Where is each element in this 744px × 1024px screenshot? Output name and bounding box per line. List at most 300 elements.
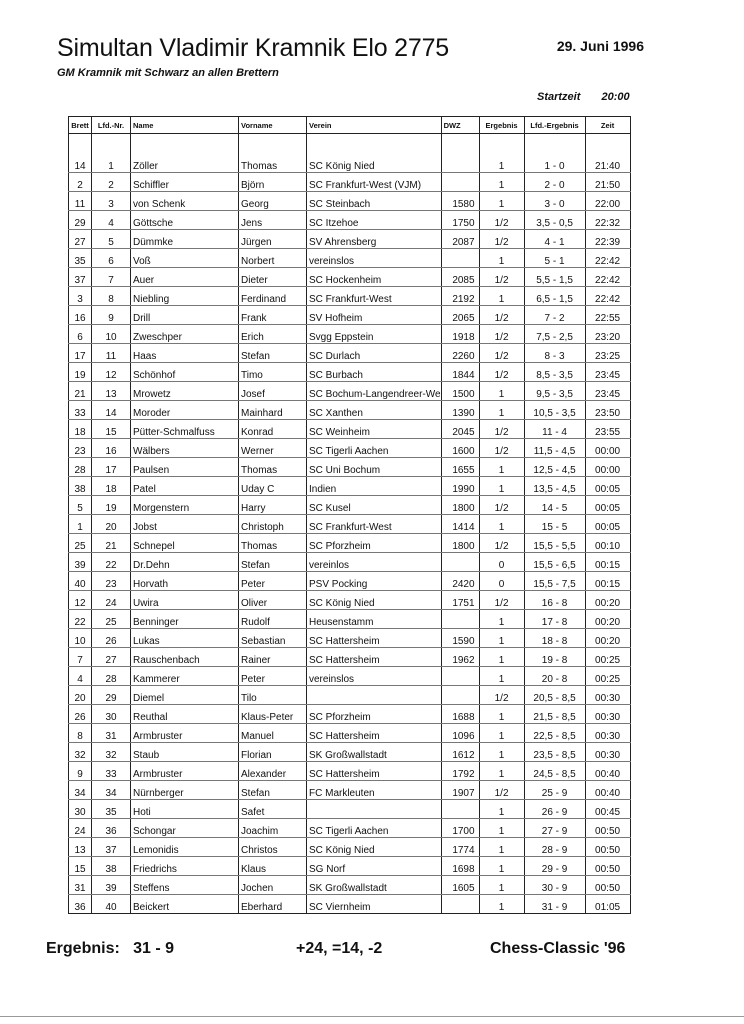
date: 29. Juni 1996: [556, 38, 644, 54]
table-cell: 1/2: [479, 420, 524, 439]
table-cell: 2: [69, 173, 92, 192]
table-cell: SC König Nied: [307, 591, 442, 610]
table-cell: Jochen: [239, 876, 307, 895]
table-cell: 1: [479, 610, 524, 629]
table-cell: 2420: [441, 572, 479, 591]
table-cell: 10: [92, 325, 131, 344]
table-cell: 21:40: [585, 154, 630, 173]
table-cell: 27: [69, 230, 92, 249]
column-header: Zeit: [585, 117, 630, 134]
table-cell: 19: [69, 363, 92, 382]
table-cell: 14 - 5: [524, 496, 585, 515]
table-cell: 15 - 5: [524, 515, 585, 534]
table-cell: 6: [92, 249, 131, 268]
table-cell: 36: [69, 895, 92, 914]
table-cell: Diemel: [131, 686, 239, 705]
table-cell: 1/2: [479, 325, 524, 344]
table-cell: 29: [69, 211, 92, 230]
table-cell: 7: [69, 648, 92, 667]
table-cell: 23:55: [585, 420, 630, 439]
table-cell: 1/2: [479, 781, 524, 800]
table-cell: Lemonidis: [131, 838, 239, 857]
table-cell: Voß: [131, 249, 239, 268]
table-row: [69, 344, 631, 363]
table-cell: 2045: [441, 420, 479, 439]
table-cell: 15,5 - 6,5: [524, 553, 585, 572]
table-cell: Georg: [239, 192, 307, 211]
page-divider: [0, 1016, 744, 1017]
table-cell: Dieter: [239, 268, 307, 287]
table-cell: 00:50: [585, 819, 630, 838]
table-cell: 1918: [441, 325, 479, 344]
table-cell: 23:50: [585, 401, 630, 420]
table-cell: 25: [92, 610, 131, 629]
table-row: [69, 762, 631, 781]
table-cell: 39: [69, 553, 92, 572]
table-cell: Schongar: [131, 819, 239, 838]
table-cell: 1: [479, 192, 524, 211]
table-cell: 22:00: [585, 192, 630, 211]
table-cell: 0: [479, 553, 524, 572]
table-cell: 22:42: [585, 287, 630, 306]
table-cell: 34: [69, 781, 92, 800]
table-cell: 28 - 9: [524, 838, 585, 857]
table-cell: 00:05: [585, 477, 630, 496]
table-row: [69, 895, 631, 914]
table-cell: 16: [92, 439, 131, 458]
table-cell: 30: [92, 705, 131, 724]
table-cell: vereinslos: [307, 667, 442, 686]
table-cell: 30 - 9: [524, 876, 585, 895]
table-cell: 20 - 8: [524, 667, 585, 686]
table-cell: 22:42: [585, 249, 630, 268]
table-cell: 3: [69, 287, 92, 306]
table-cell: 22:55: [585, 306, 630, 325]
table-cell: 1800: [441, 496, 479, 515]
table-cell: 1751: [441, 591, 479, 610]
table-cell: Wälbers: [131, 439, 239, 458]
table-cell: 37: [69, 268, 92, 287]
table-cell: 18: [92, 477, 131, 496]
table-cell: Rauschenbach: [131, 648, 239, 667]
table-cell: SV Hofheim: [307, 306, 442, 325]
table-cell: Tilo: [239, 686, 307, 705]
table-cell: Klaus-Peter: [239, 705, 307, 724]
table-row: [69, 515, 631, 534]
table-cell: 1 - 0: [524, 154, 585, 173]
table-cell: 1792: [441, 762, 479, 781]
table-cell: [441, 553, 479, 572]
table-body: [69, 134, 631, 914]
table-cell: 19: [92, 496, 131, 515]
table-cell: 31 - 9: [524, 895, 585, 914]
event-name: Chess-Classic '96: [490, 940, 626, 957]
table-cell: Nürnberger: [131, 781, 239, 800]
table-cell: Uwira: [131, 591, 239, 610]
table-cell: 12: [92, 363, 131, 382]
table-cell: Dümmke: [131, 230, 239, 249]
table-cell: 1: [479, 173, 524, 192]
table-cell: 1: [479, 249, 524, 268]
table-cell: 00:00: [585, 439, 630, 458]
table-cell: Morgenstern: [131, 496, 239, 515]
table-cell: Peter: [239, 572, 307, 591]
table-cell: 5: [92, 230, 131, 249]
table-cell: 1500: [441, 382, 479, 401]
table-row: [69, 686, 631, 705]
table-cell: Norbert: [239, 249, 307, 268]
table-cell: 28: [92, 667, 131, 686]
table-row: [69, 838, 631, 857]
table-cell: Steffens: [131, 876, 239, 895]
table-cell: SC König Nied: [307, 154, 442, 173]
table-cell: vereinlos: [307, 553, 442, 572]
table-cell: Mainhard: [239, 401, 307, 420]
table-cell: 2 - 0: [524, 173, 585, 192]
table-cell: 00:20: [585, 591, 630, 610]
table-cell: 18: [69, 420, 92, 439]
table-cell: 9: [92, 306, 131, 325]
table-cell: SC Frankfurt-West (VJM): [307, 173, 442, 192]
table-cell: Schönhof: [131, 363, 239, 382]
table-cell: Safet: [239, 800, 307, 819]
table-cell: 2260: [441, 344, 479, 363]
table-cell: 12,5 - 4,5: [524, 458, 585, 477]
table-cell: 1: [479, 857, 524, 876]
table-row: [69, 287, 631, 306]
table-cell: SC Uni Bochum: [307, 458, 442, 477]
table-cell: Sebastian: [239, 629, 307, 648]
table-cell: Frank: [239, 306, 307, 325]
table-cell: 22:32: [585, 211, 630, 230]
table-cell: 8: [69, 724, 92, 743]
table-cell: 1800: [441, 534, 479, 553]
table-cell: 00:40: [585, 781, 630, 800]
column-header: Brett: [69, 117, 92, 134]
table-cell: 1: [479, 667, 524, 686]
start-time: [537, 91, 630, 103]
table-cell: 01:05: [585, 895, 630, 914]
table-cell: [441, 249, 479, 268]
table-row: [69, 629, 631, 648]
table-cell: SC Hattersheim: [307, 762, 442, 781]
table-cell: 8 - 3: [524, 344, 585, 363]
table-cell: 24: [92, 591, 131, 610]
table-cell: 10,5 - 3,5: [524, 401, 585, 420]
table-cell: 1/2: [479, 268, 524, 287]
table-cell: 1: [479, 382, 524, 401]
table-cell: 23:25: [585, 344, 630, 363]
table-cell: 30: [69, 800, 92, 819]
table-cell: Reuthal: [131, 705, 239, 724]
table-header-row: [69, 117, 631, 134]
table-cell: 33: [69, 401, 92, 420]
table-cell: 20: [92, 515, 131, 534]
table-row: [69, 648, 631, 667]
table-cell: 1: [69, 515, 92, 534]
table-cell: 8,5 - 3,5: [524, 363, 585, 382]
table-cell: 8: [92, 287, 131, 306]
table-cell: 1: [479, 515, 524, 534]
table-cell: 17 - 8: [524, 610, 585, 629]
table-cell: 34: [92, 781, 131, 800]
table-cell: FC Markleuten: [307, 781, 442, 800]
table-cell: 1/2: [479, 686, 524, 705]
table-cell: 38: [92, 857, 131, 876]
table-cell: Zweschper: [131, 325, 239, 344]
table-cell: Christoph: [239, 515, 307, 534]
table-cell: SC Kusel: [307, 496, 442, 515]
table-cell: 1: [479, 800, 524, 819]
table-cell: 1: [479, 477, 524, 496]
table-cell: 1390: [441, 401, 479, 420]
table-cell: 15,5 - 7,5: [524, 572, 585, 591]
table-cell: 1: [479, 819, 524, 838]
table-row: [69, 534, 631, 553]
table-cell: 3: [92, 192, 131, 211]
table-cell: SV Ahrensberg: [307, 230, 442, 249]
table-cell: Erich: [239, 325, 307, 344]
table-cell: 20: [69, 686, 92, 705]
table-cell: 2065: [441, 306, 479, 325]
table-cell: 1: [479, 401, 524, 420]
table-cell: Björn: [239, 173, 307, 192]
table-cell: 23,5 - 8,5: [524, 743, 585, 762]
table-cell: Thomas: [239, 534, 307, 553]
table-cell: 32: [69, 743, 92, 762]
table-cell: Oliver: [239, 591, 307, 610]
table-cell: 22:39: [585, 230, 630, 249]
table-cell: 14: [69, 154, 92, 173]
table-cell: SC Xanthen: [307, 401, 442, 420]
table-cell: 00:00: [585, 458, 630, 477]
table-cell: Staub: [131, 743, 239, 762]
column-header: Vorname: [239, 117, 307, 134]
table-cell: 27: [92, 648, 131, 667]
table-cell: 2: [92, 173, 131, 192]
table-cell: 15: [69, 857, 92, 876]
table-cell: 1605: [441, 876, 479, 895]
table-cell: Rainer: [239, 648, 307, 667]
table-cell: SC Bochum-Langendreer-We: [307, 382, 442, 401]
table-cell: 4: [92, 211, 131, 230]
table-cell: SC Steinbach: [307, 192, 442, 211]
table-cell: 7: [92, 268, 131, 287]
table-row: [69, 363, 631, 382]
table-cell: Ferdinand: [239, 287, 307, 306]
table-cell: Mrowetz: [131, 382, 239, 401]
table-cell: Hoti: [131, 800, 239, 819]
table-row: [69, 781, 631, 800]
table-cell: 00:10: [585, 534, 630, 553]
table-row: [69, 458, 631, 477]
table-cell: Jürgen: [239, 230, 307, 249]
table-cell: 11,5 - 4,5: [524, 439, 585, 458]
table-cell: 9,5 - 3,5: [524, 382, 585, 401]
table-cell: 24: [69, 819, 92, 838]
table-cell: SC Viernheim: [307, 895, 442, 914]
table-cell: 1907: [441, 781, 479, 800]
table-cell: 20,5 - 8,5: [524, 686, 585, 705]
table-cell: 00:20: [585, 610, 630, 629]
table-cell: Armbruster: [131, 762, 239, 781]
column-header: Lfd.-Nr.: [92, 117, 131, 134]
table-cell: 21: [69, 382, 92, 401]
table-row: [69, 401, 631, 420]
table-cell: Florian: [239, 743, 307, 762]
table-cell: SC Hattersheim: [307, 648, 442, 667]
table-cell: 31: [92, 724, 131, 743]
table-cell: 26: [69, 705, 92, 724]
table-cell: [441, 895, 479, 914]
table-cell: 00:25: [585, 648, 630, 667]
table-cell: 21: [92, 534, 131, 553]
table-cell: SC Tigerli Aachen: [307, 819, 442, 838]
table-cell: 22:42: [585, 268, 630, 287]
table-cell: 1/2: [479, 439, 524, 458]
table-cell: 2087: [441, 230, 479, 249]
table-row: [69, 325, 631, 344]
table-cell: Auer: [131, 268, 239, 287]
table-cell: Manuel: [239, 724, 307, 743]
table-cell: Stefan: [239, 553, 307, 572]
table-cell: 1655: [441, 458, 479, 477]
table-cell: 00:50: [585, 838, 630, 857]
column-header: DWZ: [441, 117, 479, 134]
table-cell: Harry: [239, 496, 307, 515]
table-cell: 16: [69, 306, 92, 325]
table-cell: SC Pforzheim: [307, 534, 442, 553]
table-cell: Kammerer: [131, 667, 239, 686]
table-cell: SK Großwallstadt: [307, 876, 442, 895]
table-cell: SK Großwallstadt: [307, 743, 442, 762]
table-row: [69, 420, 631, 439]
table-cell: 32: [92, 743, 131, 762]
page-title: Simultan Vladimir Kramnik Elo 2775: [57, 34, 449, 62]
table-row: [69, 230, 631, 249]
table-cell: 00:05: [585, 515, 630, 534]
table-cell: 24,5 - 8,5: [524, 762, 585, 781]
table-cell: 11: [92, 344, 131, 363]
table-cell: SC Frankfurt-West: [307, 515, 442, 534]
table-cell: 1: [479, 876, 524, 895]
table-cell: 00:50: [585, 857, 630, 876]
table-cell: 5: [69, 496, 92, 515]
table-cell: 12: [69, 591, 92, 610]
table-cell: Heusenstamm: [307, 610, 442, 629]
table-cell: 1: [479, 154, 524, 173]
table-row: [69, 876, 631, 895]
table-cell: 31: [69, 876, 92, 895]
table-cell: 1962: [441, 648, 479, 667]
table-cell: 1580: [441, 192, 479, 211]
table-cell: 1/2: [479, 211, 524, 230]
table-row: [69, 610, 631, 629]
table-cell: 1096: [441, 724, 479, 743]
table-cell: 1/2: [479, 363, 524, 382]
table-cell: 00:30: [585, 705, 630, 724]
table-cell: 38: [69, 477, 92, 496]
table-cell: 1: [479, 629, 524, 648]
table-cell: 1/2: [479, 344, 524, 363]
table-cell: Joachim: [239, 819, 307, 838]
table-cell: 4 - 1: [524, 230, 585, 249]
table-row: [69, 819, 631, 838]
table-cell: 23: [92, 572, 131, 591]
table-cell: Benninger: [131, 610, 239, 629]
table-cell: Stefan: [239, 344, 307, 363]
table-cell: 18 - 8: [524, 629, 585, 648]
table-row: [69, 382, 631, 401]
table-cell: 11: [69, 192, 92, 211]
table-cell: SC Itzehoe: [307, 211, 442, 230]
table-cell: 1/2: [479, 496, 524, 515]
table-cell: SC Tigerli Aachen: [307, 439, 442, 458]
table-cell: SC Hattersheim: [307, 724, 442, 743]
table-cell: Stefan: [239, 781, 307, 800]
table-cell: 1990: [441, 477, 479, 496]
table-cell: 1: [479, 895, 524, 914]
table-cell: 1: [479, 287, 524, 306]
table-cell: SG Norf: [307, 857, 442, 876]
table-cell: [307, 800, 442, 819]
table-cell: 2192: [441, 287, 479, 306]
table-cell: 1600: [441, 439, 479, 458]
table-cell: 17: [92, 458, 131, 477]
table-row: [69, 192, 631, 211]
table-cell: 29 - 9: [524, 857, 585, 876]
table-cell: Klaus: [239, 857, 307, 876]
table-cell: 1: [479, 762, 524, 781]
table-cell: 1/2: [479, 230, 524, 249]
table-cell: 1/2: [479, 534, 524, 553]
table-cell: 36: [92, 819, 131, 838]
table-cell: 00:50: [585, 876, 630, 895]
table-cell: Uday C: [239, 477, 307, 496]
table-cell: 1/2: [479, 306, 524, 325]
table-cell: SC König Nied: [307, 838, 442, 857]
table-cell: vereinslos: [307, 249, 442, 268]
table-cell: Christos: [239, 838, 307, 857]
table-cell: 00:25: [585, 667, 630, 686]
table-cell: Timo: [239, 363, 307, 382]
table-cell: Eberhard: [239, 895, 307, 914]
table-cell: 00:15: [585, 572, 630, 591]
column-header: Verein: [307, 117, 442, 134]
table-cell: 1750: [441, 211, 479, 230]
table-cell: Lukas: [131, 629, 239, 648]
table-cell: SC Durlach: [307, 344, 442, 363]
table-cell: [441, 154, 479, 173]
table-cell: 17: [69, 344, 92, 363]
table-cell: 37: [92, 838, 131, 857]
table-cell: 22: [69, 610, 92, 629]
table-cell: SC Burbach: [307, 363, 442, 382]
table-cell: Göttsche: [131, 211, 239, 230]
table-row: [69, 553, 631, 572]
table-cell: Patel: [131, 477, 239, 496]
table-cell: 6,5 - 1,5: [524, 287, 585, 306]
result-summary: +24, =14, -2: [296, 940, 383, 957]
table-cell: 13: [92, 382, 131, 401]
table-cell: Friedrichs: [131, 857, 239, 876]
table-cell: 9: [69, 762, 92, 781]
table-cell: [307, 686, 442, 705]
table-spacer-row: [69, 134, 631, 155]
table-cell: 19 - 8: [524, 648, 585, 667]
column-header: Name: [131, 117, 239, 134]
table-cell: 25 - 9: [524, 781, 585, 800]
